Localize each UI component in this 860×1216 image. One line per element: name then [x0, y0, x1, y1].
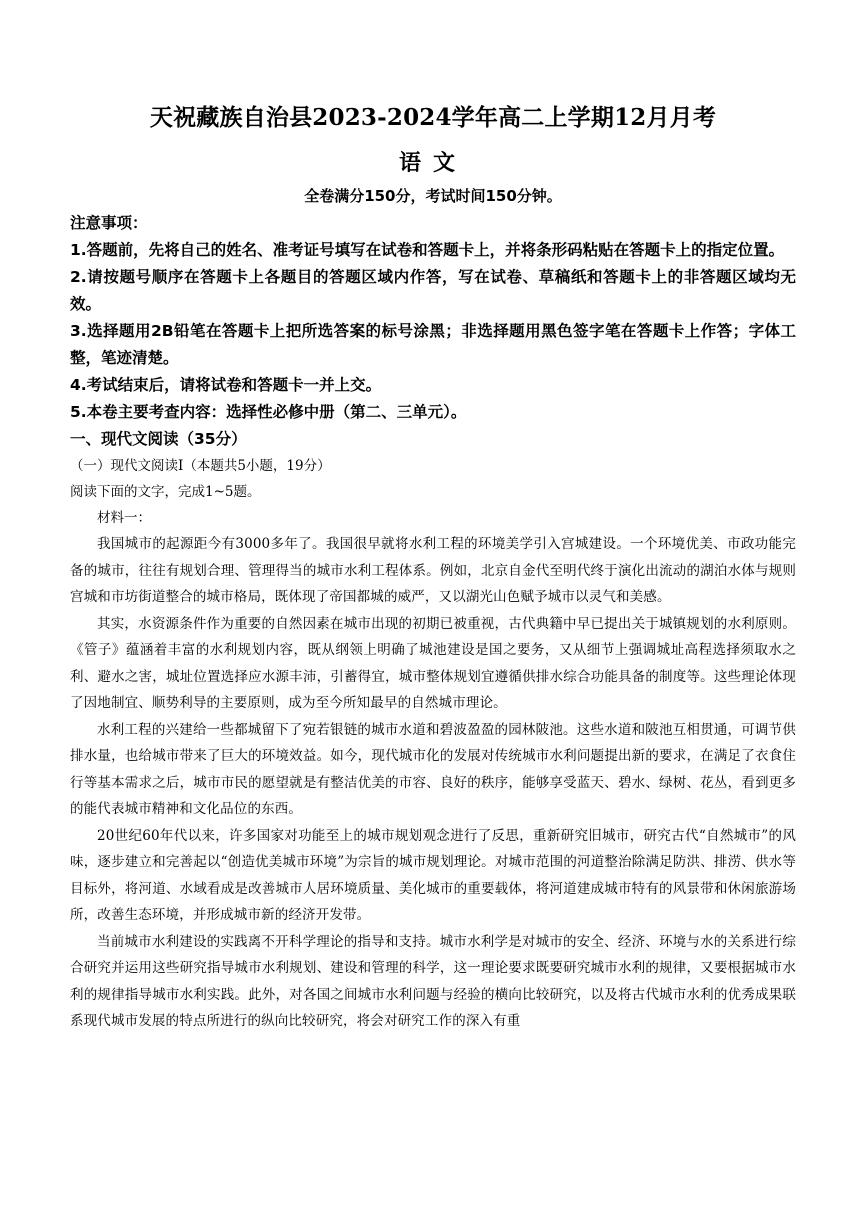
notice-item: 2.请按题号顺序在答题卡上各题目的答题区域内作答，写在试卷、草稿纸和答题卡上的非答题区域均无效。 — [70, 268, 796, 313]
reading-instruction: 阅读下面的文字，完成1~5题。 — [70, 484, 261, 500]
exam-info: 全卷满分150分，考试时间150分钟。 — [304, 187, 562, 205]
notice-item: 3.选择题用2B铅笔在答题卡上把所选答案的标号涂黑；非选择题用黑色签字笔在答题卡上作答；字体工整，笔迹清楚。 — [70, 322, 796, 367]
section-heading: 一、现代文阅读（35分） — [70, 430, 247, 448]
paragraph: 其实，水资源条件作为重要的自然因素在城市出现的初期已被重视，古代典籍中早已提出关于城镇规划的水利原则。《管子》蕴涵着丰富的水利规划内容，既从纲领上明确了城池建设是国之要务，又从细节上强调城址高程选择须取水之利、避水之害，城址位置选择应水源丰沛，引蓄得宜，城市整体规划宜遵循供排水综合功能具备的制度等。这些理论体现了因地制宜、顺势利导的主要原则，成为至今所知最早的自然城市理论。 — [70, 615, 796, 711]
material-label: 材料一： — [97, 510, 151, 526]
material-text — [70, 531, 796, 1035]
notice-list — [70, 237, 796, 426]
exam-title: 天祝藏族自治县2023-2024学年高二上学期12月月考 — [149, 104, 717, 131]
subject-title: 语文 — [398, 150, 467, 176]
paragraph: 当前城市水利建设的实践离不开科学理论的指导和支持。城市水利学是对城市的安全、经济、环境与水的关系进行综合研究并运用这些研究指导城市水利规划、建设和管理的科学，这一理论要求既要研究城市水利的规律，又要根据城市水利的规律指导城市水利实践。此外，对各国之间城市水利问题与经验的横向比较研究，以及将古代城市水利的优秀成果联系现代城市发展的特点所进行的纵向比较研究，将会对研究工作的深入有重 — [70, 933, 796, 1029]
paragraph: 20世纪60年代以来，许多国家对功能至上的城市规划观念进行了反思，重新研究旧城市，研究古代“自然城市”的风味，逐步建立和完善起以“创造优美城市环境”为宗旨的城市规划理论。对城市范围的河道整治除满足防洪、排涝、供水等目标外，将河道、水域看成是改善城市人居环境质量、美化城市的重要载体，将河道建成城市特有的风景带和休闲旅游场所，改善生态环境，并形成城市新的经济开发带。 — [70, 827, 796, 923]
subsection-heading: （一）现代文阅读Ⅰ（本题共5小题，19分） — [70, 458, 331, 474]
notice-item: 4.考试结束后，请将试卷和答题卡一并上交。 — [70, 376, 382, 394]
paragraph: 水利工程的兴建给一些都城留下了宛若银链的城市水道和碧波盈盈的园林陂池。这些水道和陂池互相贯通，可调节供排水量，也给城市带来了巨大的环境效益。如今，现代城市化的发展对传统城市水利问题提出新的要求，在满足了衣食住行等基本需求之后，城市市民的愿望就是有整洁优美的市容、良好的秩序，能够享受蓝天、碧水、绿树、花丛，看到更多的能代表城市精神和文化品位的东西。 — [70, 721, 796, 817]
notice-item: 5.本卷主要考查内容：选择性必修中册（第二、三单元）。 — [70, 403, 467, 421]
notice-item: 1.答题前，先将自己的姓名、准考证号填写在试卷和答题卡上，并将条形码粘贴在答题卡上的指定位置。 — [70, 241, 785, 259]
paragraph: 我国城市的起源距今有3000多年了。我国很早就将水利工程的环境美学引入宫城建设。一个环境优美、市政功能完备的城市，往往有规划合理、管理得当的城市水利工程体系。例如，北京自金代至明代终于演化出流动的湖泊水体与规则宫城和市坊街道整合的城市格局，既体现了帝国都城的威严，又以湖光山色赋予城市以灵气和美感。 — [70, 536, 796, 605]
notice-heading: 注意事项： — [70, 214, 148, 232]
